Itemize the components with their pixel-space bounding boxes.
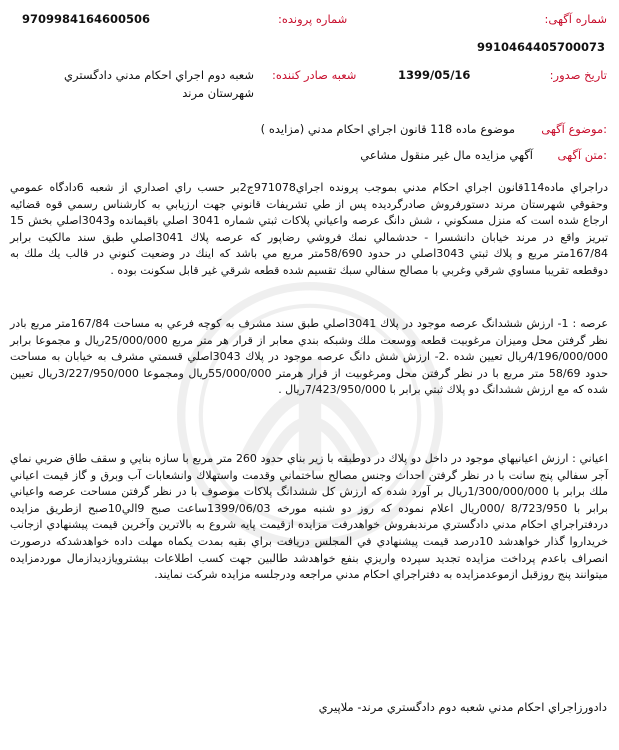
case-number-value: 9709984164600506 xyxy=(22,12,151,26)
body-paragraph-3: اعياني : ارزش اعيانيهاي موجود در داخل دو پلاك در دوطبقه با زير بناي حدود 260 متر مربع با سازه بنايي و سقف طاق ضربي نماي آجر سفالي پنج سانت با در نظر گرفتن احداث وجنس مصالح ساختماني وقدمت واستهلاك وانشعابات آب وبرق و گاز قيمت اعياني ملك برابر با 1/300/000/000ريال بر آورد شده كه ارزش كل ششدانگ پلاكات موصوف با در نظر گرفتن مساحت عرصه واعياني برابر با 8/723/950 /000ريال اعلام نموده كه روز دو شنبه مورخه 1399/06/03ساعت صبح 9الي10صبح ازطريق مزايده دردفتراجراي احكام مدني دادگستري مرندبفروش خواهدرفت مزايده ازقيمت پايه شروع به بالاترين وآخرين قيمت پيشنهادي ازجانب خريداروا گذار خواهدشد 10درصد قيمت پيشنهادي في المجلس دريافت براي بقيه بمدت يكماه مهلت داده خواهدشدكه درصورت انصراف باعدم پرداخت مزايده تجديد سپرده واريزي بنفع خواهدشد طالبين جهت كسب اطلاعات بيشترويازديدازمال موردمزايده ميتوانند پنج روزقبل ازموعدمزايده به دفتراجراي احكام مدني مراجعه ودرجلسه مزايده شركت نمايند. xyxy=(10,452,609,582)
issuer-branch-label: شعبه صادر کننده: xyxy=(272,68,357,82)
ad-text-label: :متن آگهی xyxy=(557,148,607,162)
issue-date-label: تاریخ صدور: xyxy=(549,68,607,82)
issuer-branch-value: شعبه دوم اجراي احكام مدني دادگستري شهرستان مرند xyxy=(64,68,254,100)
issue-date-value: 1399/05/16 xyxy=(398,68,471,82)
body-paragraph-2: عرصه : 1- ارزش ششدانگ عرصه موجود در پلاك 3041اصلي طبق سند مشرف به كوچه فرعي به مساحت 167/84متر مربع بادر نظر گرفتن محل وميزان مرغوبيت قطعه ووسعت ملك وشبكه بندي معابر از قرار هر متر مربع 25/000/000ريال و مجموعا برابر 4/196/000/000ريال تعيين شده .2- ارزش شش دانگ عرصه موجود در پلاك 3043اصلي قسمتي مشرف به خيابان به مساحت حدود 58/69 متر مربع با در نظر گرفتن محل ومرغوبيت از قرار هرمتر 55/000/000ريال ومجموعا 3/227/950/000ريال تعيين شده كه مع ارزش ششدانگ دو پلاك ثبتي برابر با 7/423/950/000ريال . xyxy=(10,317,608,397)
signature-line: دادورزاجراي احكام مدني شعبه دوم دادگستري مرند- ملاپيري xyxy=(318,700,607,714)
case-number-label: شماره پرونده: xyxy=(278,12,348,26)
body-paragraph-1: دراجراي ماده114قانون اجراي احكام مدني بموجب پرونده اجراي971078ج2بر حسب راي اصداري از شعبه 6دادگاه عمومي وحقوقي شهرستان مرند دستورفروش صادرگرديده پس از طي تشريفات قانوني جهت ارزيابي به كارشناس رسمي قوه قضائيه ارجاع شده است كه منزل مسكوني ، شش دانگ عرصه واعياني پلاكات ثبتي شماره 3041 اصلي باقيمانده و3043اصلي بخش 15 تبريز واقع در مرند خيابان دانشسرا - حدشمالي نمك فروشي رضاپور كه عرصه پلاك 3041اصلي طبق سند مالكيت برابر 167/84متر مربع و پلاك ثبتي 3043اصلي در حدود 58/690متر مربع مي باشد كه اينك در وضعيت كنوني در قالب يك ملك به دوقطعه تقريبا مساوي شرقي وغربي با مصالح سفالي سبك تقسيم شده قطعه شرقي غير قابل سكونت بوده . xyxy=(10,181,609,277)
subject-value: موضوع ماده 118 قانون اجراي احكام مدني (مزايده ) xyxy=(260,122,515,136)
ad-text-value: آگهي مزايده مال غير منقول مشاعي xyxy=(360,148,533,162)
subject-label: :موضوع آگهی xyxy=(541,122,607,136)
ad-number-value: 9910464405700073 xyxy=(476,40,605,54)
ad-number-label: شماره آگهی: xyxy=(544,12,607,26)
